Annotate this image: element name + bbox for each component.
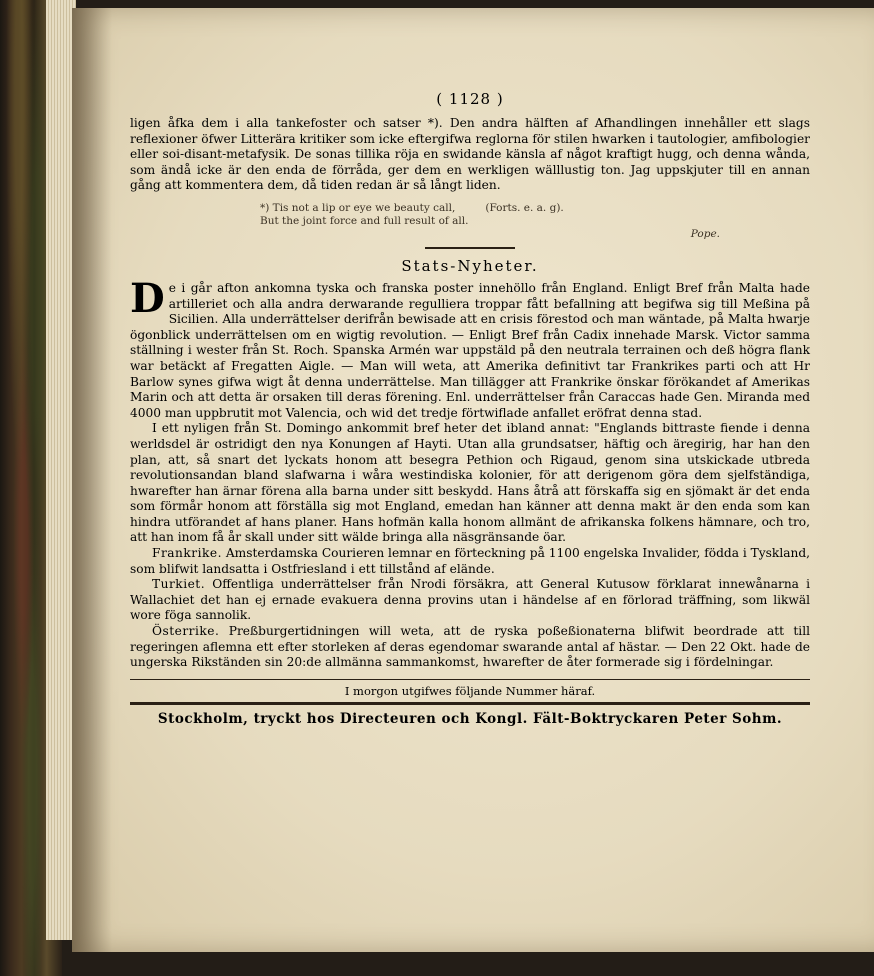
marbled-cover-pattern bbox=[6, 0, 50, 976]
news-block bbox=[130, 274, 810, 421]
dispatch-country: Turkiet. bbox=[152, 577, 206, 592]
footnote-attribution: Pope. bbox=[690, 227, 720, 240]
footnote-line-1: *) Tis not a lip or eye we beauty call, bbox=[260, 201, 456, 214]
next-issue-notice: I morgon utgifwes följande Nummer häraf. bbox=[344, 684, 596, 699]
gutter-shadow bbox=[72, 8, 112, 952]
dispatch-paragraph bbox=[130, 546, 810, 577]
section-divider bbox=[425, 247, 515, 249]
dispatch-paragraph bbox=[130, 624, 810, 671]
dispatch-country: Frankrike. bbox=[152, 546, 222, 561]
dispatch-text: Offentliga underrättelser från Nrodi försäkra, att General Kutusow förklarat innewånarna i Wallachiet det han ej ernade evakuera denna provins utan i händelse af en förlorad träffning, som likwäl wore föga sannolik. bbox=[130, 577, 811, 623]
dispatch-paragraph bbox=[130, 577, 810, 624]
dispatch-text: Amsterdamska Courieren lemnar en förteckning på 1100 engelska Invalider, födda i Tyskland, som blifwit landsatta i Ostfriesland i ett tillstånd af elände. bbox=[130, 546, 811, 576]
printer-imprint: Stockholm, tryckt hos Directeuren och Kongl. Fält-Boktryckaren Peter Sohm. bbox=[157, 711, 783, 728]
imprint-rule bbox=[130, 702, 810, 705]
news-paragraph: e i går afton ankomna tyska och franska poster innehöllo från England. Enligt Bref från Malta hade artilleriet och alla andra derwarande regulliera troppar fått befallning att begifwa sig till Meßina på Sicilien. Alla underrättelser derifrån bewisade att en crisis förestod och man wäntade, på Malta hwarje ögonblick underrättelsen om en wigtig revolution. — Enligt Bref från Cadix innehade Marsk. Victor samma ställning i wester från St. Roch. Spanska Armén war uppstäld på den neutrala terrainen och deß högra flank war betäckt af Fregatten Aigle. — Man will weta, att Amerika definitivt tar Frankrikes parti och att Hr Barlow synes gifwa wigt åt denna underrättelse. Man tillägger att Frankrike önskar förökandet af Amerikas Marin och att detta är orsaken till deras förening. Enl. underrättelser från Caraccas hade Gen. Miranda med 4000 man uppbrutit mot Valencia, och wid det tredje förtwiflade anfallet eröfrat denna stad. bbox=[130, 280, 810, 420]
footnote-line-2: But the joint force and full result of all. bbox=[260, 214, 469, 227]
intro-paragraph: ligen åfka dem i alla tankefoster och satser *). Den andra hälften af Afhandlingen innehåller ett slags reflexioner öfwer Litterära kritiker som icke eftergifwa reglorna för stilen hwarken i tautologier, amfibologier eller soi-disant-metafysik. De sonas tillika röja en swidande känsla af något kraftigt hugg, och denna wånda, som ändå icke är den enda de förråda, ger dem en werkligen wälllustig ton. Jag uppskjuter till en annan gång att kommentera dem, då tiden redan är så långt liden. bbox=[130, 116, 810, 193]
footnote-reference: (Forts. e. a. g). bbox=[485, 201, 564, 214]
footnote bbox=[260, 202, 810, 241]
section-title: Stats-Nyheter. bbox=[401, 256, 539, 275]
news-paragraph: I ett nyligen från St. Domingo ankommit bref heter det ibland annat: "Englands bittraste fiende i denna werldsdel är ostridigt den nya Konungen af Hayti. Utan alla grundsatser, häftig och äregirig, har han den plan, att, så snart det lyckats honom att besegra Pethion och Rigaud, genom sina utskickade utbreda revolutionsandan bland slafwarna i wåra westindiska kolonier, för att derigenom göra dem sjelfständiga, hwarefter han ärnar förena alla barna under sitt beskydd. Hans åtrå att förskaffa sig en sjömakt är det enda som förmår honom att förställa sig mot England, emedan han känner att denna makt är den enda som kan hindra utförandet af hans planer. Hans hofmän kalla honom allmänt de afrikanska folkens hämnare, och tro, att han inom få år skall under sitt wälde bringa alla näsgränsande öar. bbox=[130, 421, 810, 545]
page-content bbox=[130, 90, 810, 727]
drop-cap: D bbox=[130, 274, 165, 322]
dispatch-text: Preßburgertidningen will weta, att de ryska poßeßionaterna blifwit beordrade att till regeringen aflemna ett efter storleken af deras egendomar swarande antal af hästar. — Den 22 Okt. hade de ungerska Rikständen sin 20:de allmänna sammankomst, hwarefter de åter formerade sig i fördelningar. bbox=[130, 624, 810, 670]
page-number: ( 1128 ) bbox=[436, 90, 504, 108]
dispatch-country: Österrike. bbox=[152, 624, 220, 639]
footer-rule bbox=[130, 679, 810, 681]
